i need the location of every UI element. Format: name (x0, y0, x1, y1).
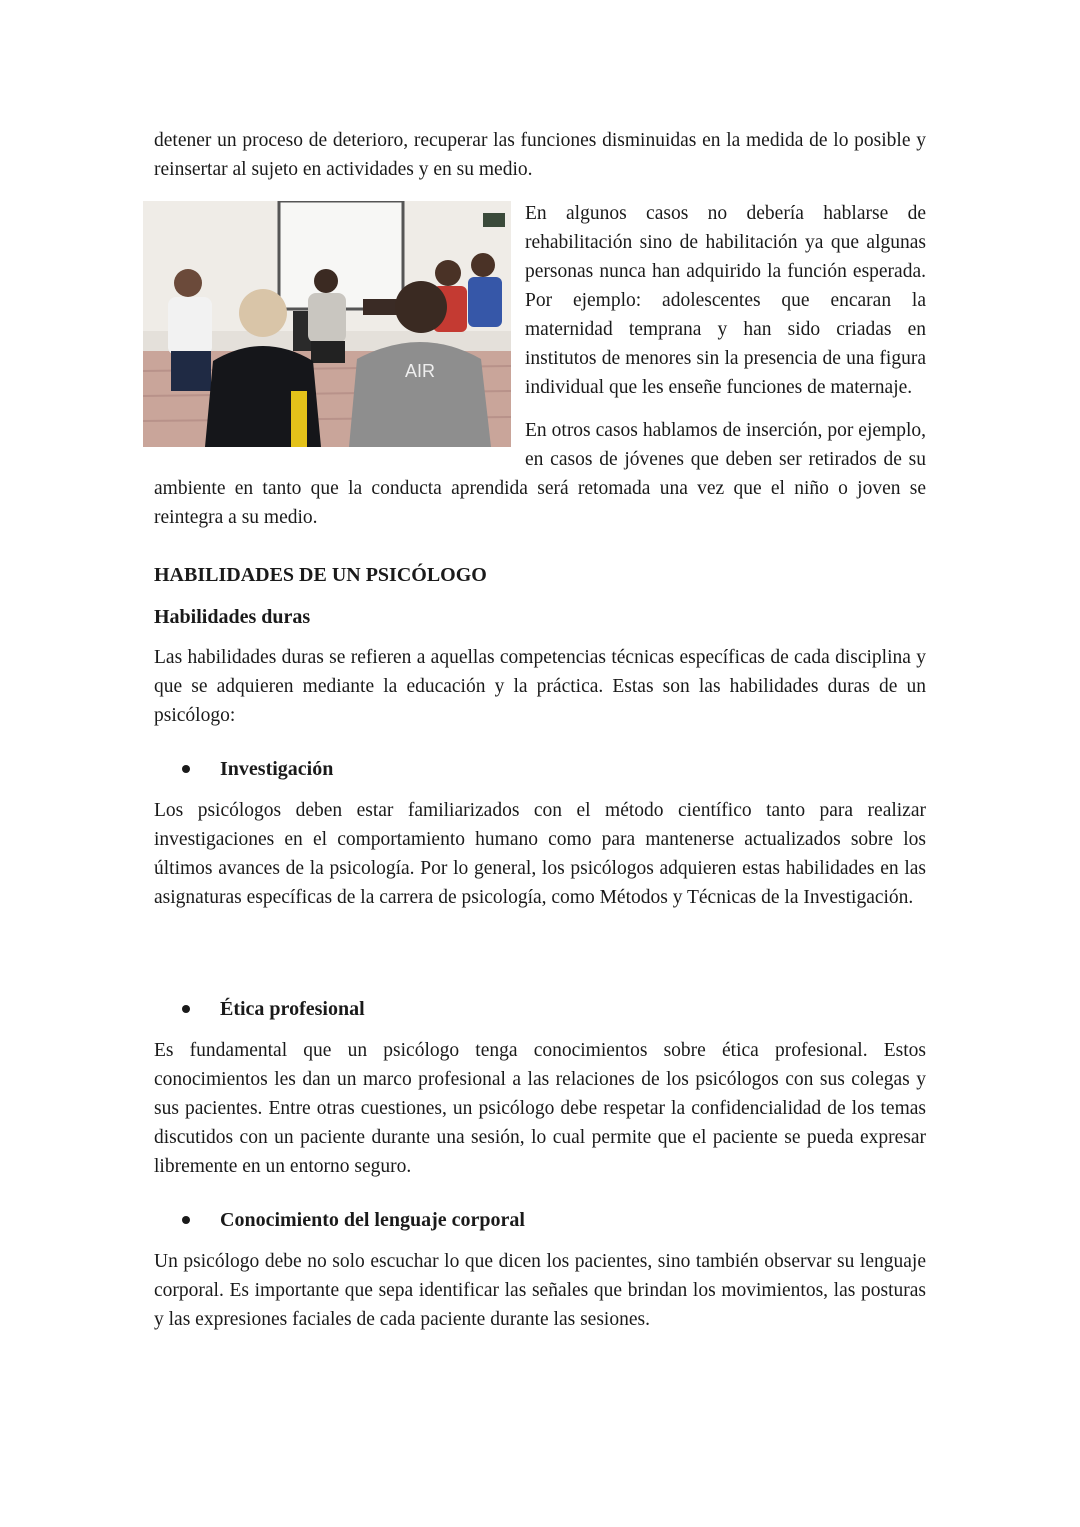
skill-title: Conocimiento del lenguaje corporal (220, 1209, 525, 1231)
skill-text: Un psicólogo debe no solo escuchar lo que dicen los pacientes, sino también observar su lenguaje corporal. Es importante que sepa identificar las señales que brindan los movimientos, las posturas y las expresiones faciales de cada paciente durante las sesiones. (154, 1251, 926, 1330)
skill-text: Los psicólogos deben estar familiarizados con el método científico tanto para realizar investigaciones en el comportamiento humano como para mantenerse actualizados sobre los últimos avances de la psicología. Por lo general, los psicólogos adquieren estas habilidades en las asignaturas específicas de la carrera de psicología, como Métodos y Técnicas de la Investigación. (154, 800, 926, 908)
skill-title: Ética profesional (220, 998, 365, 1020)
spacer (154, 926, 926, 994)
section-subtitle: Habilidades duras (154, 606, 311, 628)
insercion-paragraph: En otros casos hablamos de inserción, por ejemplo, en casos de jóvenes que deben ser retirados de su ambiente en tanto que la conducta aprendida será retomada una vez que el niño o joven se reintegra a su medio. (154, 420, 926, 528)
skill-heading-etica (182, 994, 926, 1024)
group-therapy-photo (143, 201, 511, 447)
skill-text: Es fundamental que un psicólogo tenga conocimientos sobre ética profesional. Estos conocimientos les dan un marco profesional a las relaciones de los psicólogos con sus colegas y sus pacientes. Entre otras cuestiones, un psicólogo debe respetar la confidencialidad de los temas discutidos con un paciente durante una sesión, lo cual permite que el paciente se pueda expresar libremente en un entorno seguro. (154, 1040, 926, 1177)
hoodie-print: AIR (405, 361, 436, 381)
intro-paragraph: detener un proceso de deterioro, recuperar las funciones disminuidas en la medida de lo posible y reinsertar al sujeto en actividades y en su medio. (154, 130, 926, 180)
group-therapy-illustration (143, 201, 511, 447)
skill-heading-lenguaje-corporal (182, 1205, 926, 1235)
page-content (154, 126, 926, 1348)
skill-heading-investigacion (182, 754, 926, 784)
habilitacion-paragraph: En algunos casos no debería hablarse de rehabilitación sino de habilitación ya que algunas personas nunca han adquirido la función esperada. Por ejemplo: adolescentes que encaran la maternidad temprana y han sido criadas en institutos de menores sin la presencia de una figura individual que les enseñe funciones de maternaje. (525, 203, 926, 398)
bullet-icon (182, 765, 190, 773)
bullet-icon (182, 1216, 190, 1224)
section-intro: Las habilidades duras se refieren a aquellas competencias técnicas específicas de cada disciplina y que se adquieren mediante la educación y la práctica. Estas son las habilidades duras de un psicólogo: (154, 647, 926, 726)
bullet-icon (182, 1005, 190, 1013)
section-title: HABILIDADES DE UN PSICÓLOGO (154, 564, 487, 586)
skill-title: Investigación (220, 758, 334, 780)
